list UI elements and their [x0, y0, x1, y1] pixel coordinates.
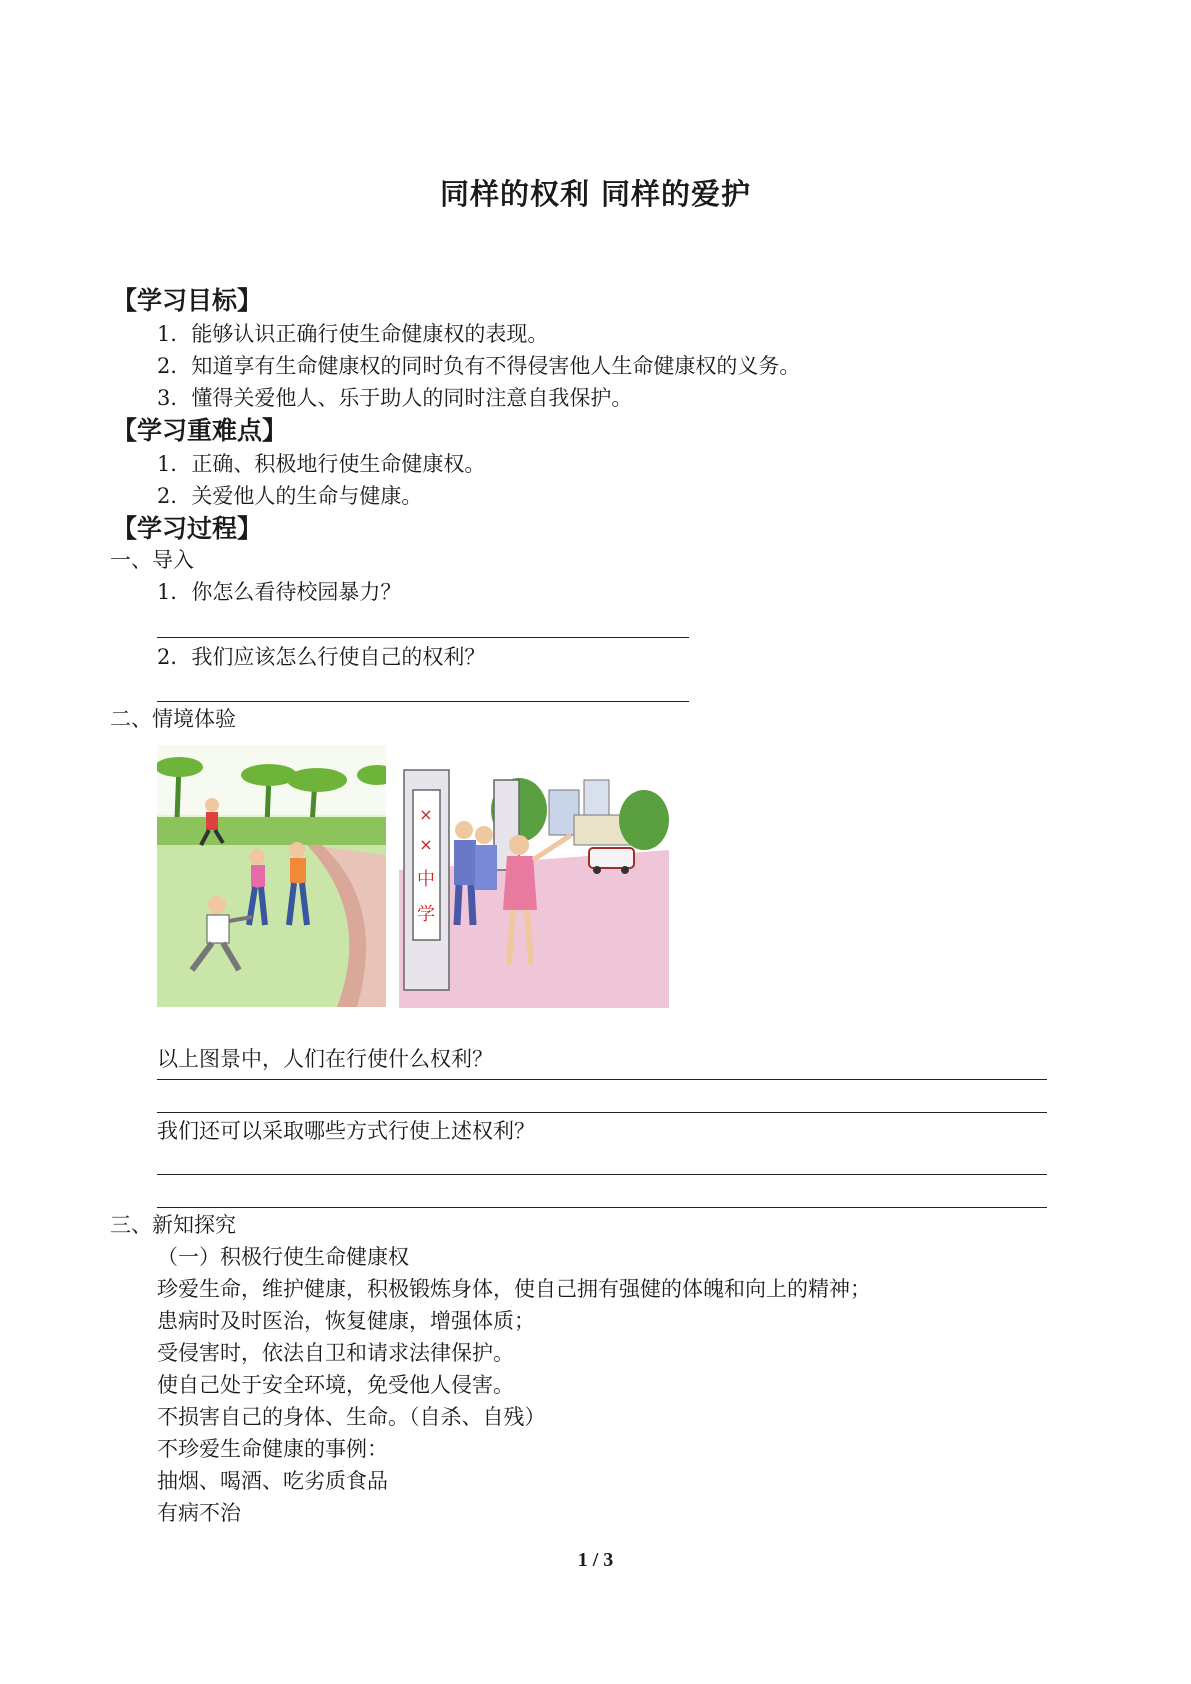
- school-gate-illustration: [399, 760, 669, 1008]
- key-point-item: 1．正确、积极地行使生命健康权。: [157, 452, 486, 476]
- part-heading-intro: 一、导入: [110, 548, 194, 572]
- section-heading-goals: 【学习目标】: [112, 286, 263, 315]
- gate-sign-char: 学: [417, 904, 435, 925]
- intro-question-2: 2．我们应该怎么行使自己的权利？: [157, 645, 486, 669]
- part-heading-explore: 三、新知探究: [110, 1213, 236, 1237]
- goal-item: 3．懂得关爱他人、乐于助人的同时注意自我保护。: [157, 386, 633, 410]
- explore-line: 不珍爱生命健康的事例：: [157, 1437, 388, 1461]
- key-point-item: 2．关爱他人的生命与健康。: [157, 484, 423, 508]
- gate-sign-char: ×: [419, 835, 433, 854]
- explore-line: 不损害自己的身体、生命。（自杀、自残）: [157, 1405, 546, 1429]
- gate-sign-char: ×: [419, 805, 433, 824]
- goal-item: 2．知道享有生命健康权的同时负有不得侵害他人生命健康权的义务。: [157, 354, 801, 378]
- answer-line: [157, 1174, 1047, 1175]
- section-heading-process: 【学习过程】: [112, 514, 263, 543]
- section-heading-key-points: 【学习重难点】: [112, 416, 288, 445]
- answer-line: [157, 637, 689, 638]
- explore-line: 珍爱生命，维护健康，积极锻炼身体，使自己拥有强健的体魄和向上的精神；: [157, 1277, 871, 1301]
- scenario-question-2: 我们还可以采取哪些方式行使上述权利？: [157, 1119, 535, 1143]
- explore-subheading: （一）积极行使生命健康权: [157, 1245, 409, 1269]
- answer-line: [157, 1112, 1047, 1113]
- page-number: 1 / 3: [577, 1549, 614, 1571]
- intro-question-1: 1．你怎么看待校园暴力？: [157, 580, 402, 604]
- answer-line: [157, 701, 689, 702]
- page-title: 同样的权利 同样的爱护: [439, 177, 752, 211]
- gate-sign-char: 中: [417, 869, 435, 890]
- scenario-question-1: 以上图景中，人们在行使什么权利？: [157, 1047, 493, 1071]
- part-heading-scenario: 二、情境体验: [110, 707, 236, 731]
- explore-line: 患病时及时医治，恢复健康，增强体质；: [157, 1309, 535, 1333]
- goal-item: 1．能够认识正确行使生命健康权的表现。: [157, 322, 549, 346]
- explore-line: 抽烟、喝酒、吃劣质食品: [157, 1469, 388, 1493]
- explore-line: 受侵害时，依法自卫和请求法律保护。: [157, 1341, 514, 1365]
- answer-line: [157, 1079, 1047, 1080]
- explore-line: 使自己处于安全环境，免受他人侵害。: [157, 1373, 514, 1397]
- answer-line: [157, 1207, 1047, 1208]
- park-exercise-illustration: [157, 745, 386, 1007]
- explore-line: 有病不治: [157, 1501, 241, 1525]
